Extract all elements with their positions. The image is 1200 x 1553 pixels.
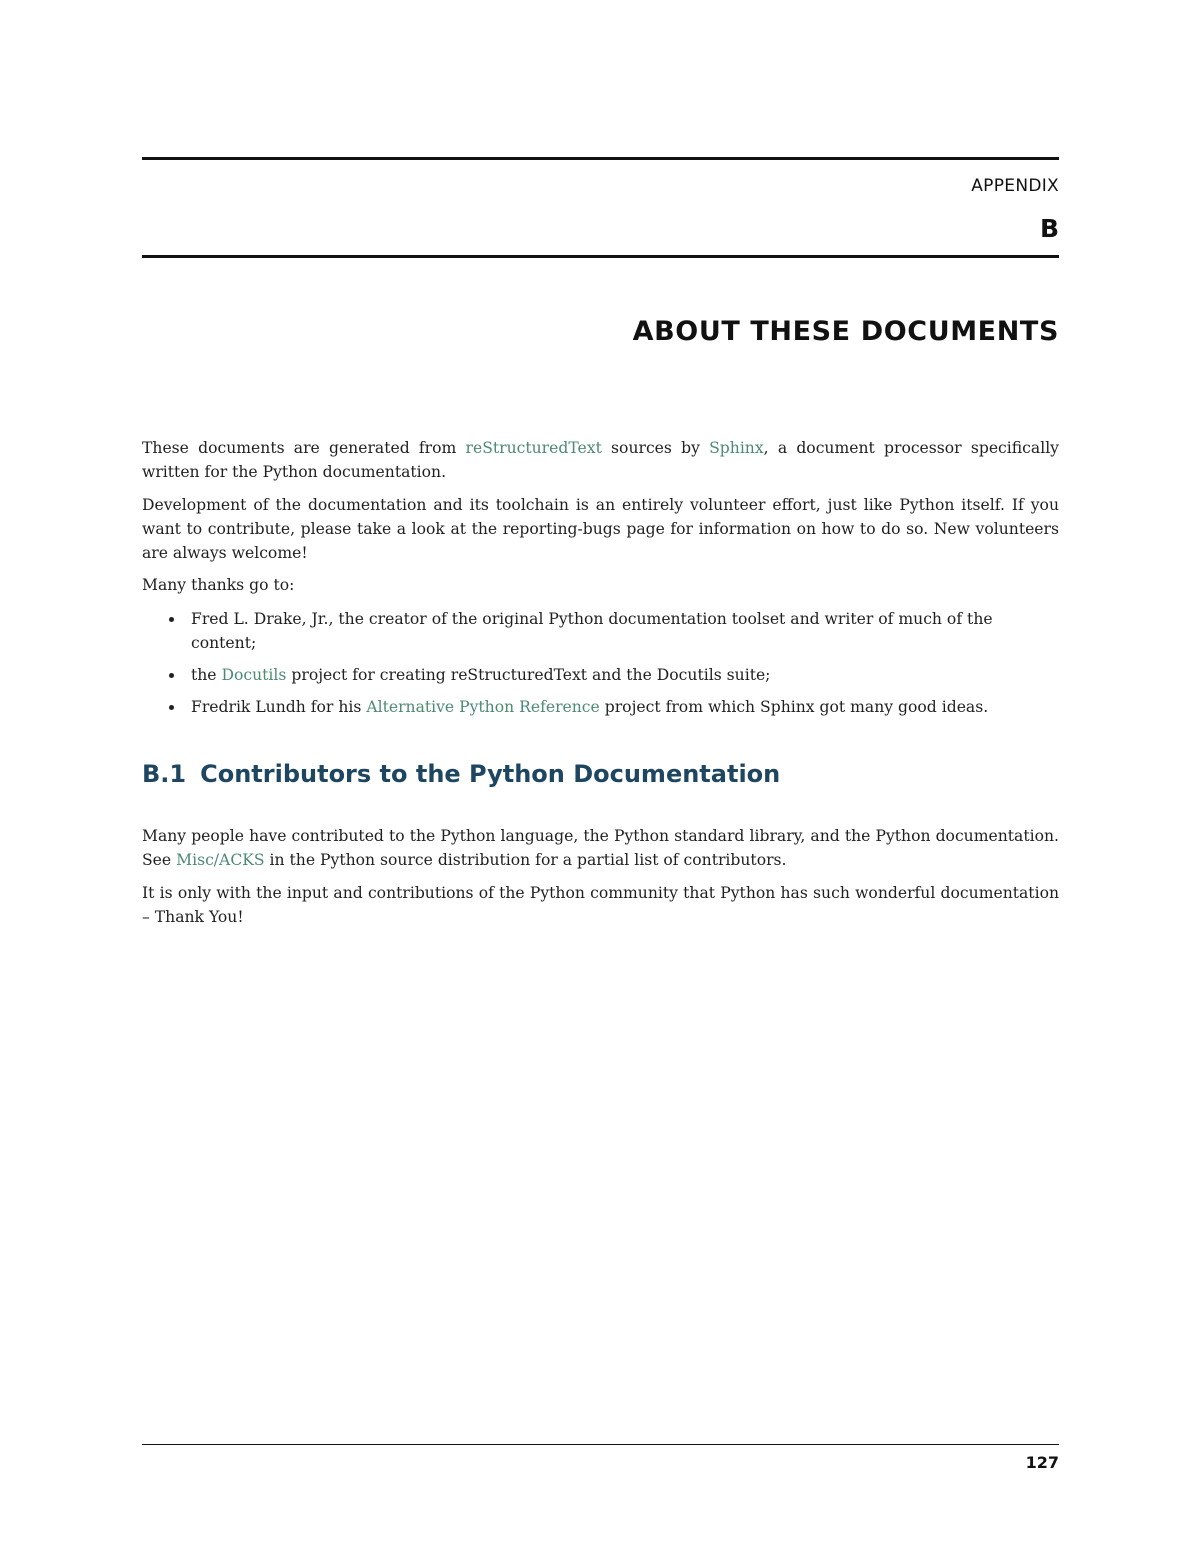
thanks-item-3-text-a: Fredrik Lundh for his — [191, 698, 367, 716]
intro-p1-text-c: , a document processor specifically written for the Python documentation. — [142, 439, 1059, 481]
intro-paragraph-2: Development of the documentation and its toolchain is an entirely volunteer effort, just like Python itself. If you want to contribute, please take a look at the reporting-bugs page for information on how to do so. New volunteers are always welcome! — [142, 496, 1059, 562]
chapter-title: ABOUT THESE DOCUMENTS — [632, 316, 1059, 347]
section-title-text: Contributors to the Python Documentation — [200, 760, 781, 788]
bullet-icon — [169, 705, 174, 710]
section-paragraph-1 — [142, 824, 1059, 872]
intro-paragraph-1 — [142, 436, 1059, 484]
intro-p1-text-a: These documents are generated from — [142, 439, 466, 457]
sphinx-link[interactable]: Sphinx — [709, 439, 764, 457]
misc-acks-link[interactable]: Misc/ACKS — [176, 851, 265, 869]
section-p1-text-b: in the Python source distribution for a partial list of contributors. — [264, 851, 787, 869]
bullet-icon — [169, 617, 174, 622]
section-paragraph-2: It is only with the input and contributions of the Python community that Python has such wonderful documentation – Thank You! — [142, 884, 1059, 926]
section-heading — [142, 760, 780, 788]
header-bottom-rule — [142, 255, 1059, 258]
list-item — [142, 663, 1059, 687]
thanks-item-2-text-b: project for creating reStructuredText and the Docutils suite; — [286, 666, 771, 684]
bullet-icon — [169, 673, 174, 678]
intro-p1-text-b: sources by — [601, 439, 710, 457]
list-item — [142, 607, 1059, 655]
appendix-letter: B — [1039, 214, 1059, 243]
top-rule — [142, 157, 1059, 160]
appendix-label: APPENDIX — [971, 176, 1059, 196]
restructuredtext-link[interactable]: reStructuredText — [465, 439, 602, 457]
thanks-item-3-text-b: project from which Sphinx got many good ideas. — [599, 698, 989, 716]
docutils-link[interactable]: Docutils — [221, 666, 287, 684]
thanks-list — [142, 607, 1059, 719]
section-number: B.1 — [142, 760, 187, 788]
list-item — [142, 695, 1059, 719]
page-number: 127 — [1025, 1453, 1059, 1472]
intro-paragraph-3: Many thanks go to: — [142, 576, 295, 594]
footer-rule — [142, 1444, 1059, 1445]
section-p1-text-a: Many people have contributed to the Python language, the Python standard library, and the Python documentation. See — [142, 827, 1059, 869]
thanks-item-2-text-a: the — [191, 666, 222, 684]
alternative-python-reference-link[interactable]: Alternative Python Reference — [366, 698, 600, 716]
thanks-item-1-text: Fred L. Drake, Jr., the creator of the original Python documentation toolset and writer of much of the content; — [191, 610, 993, 652]
